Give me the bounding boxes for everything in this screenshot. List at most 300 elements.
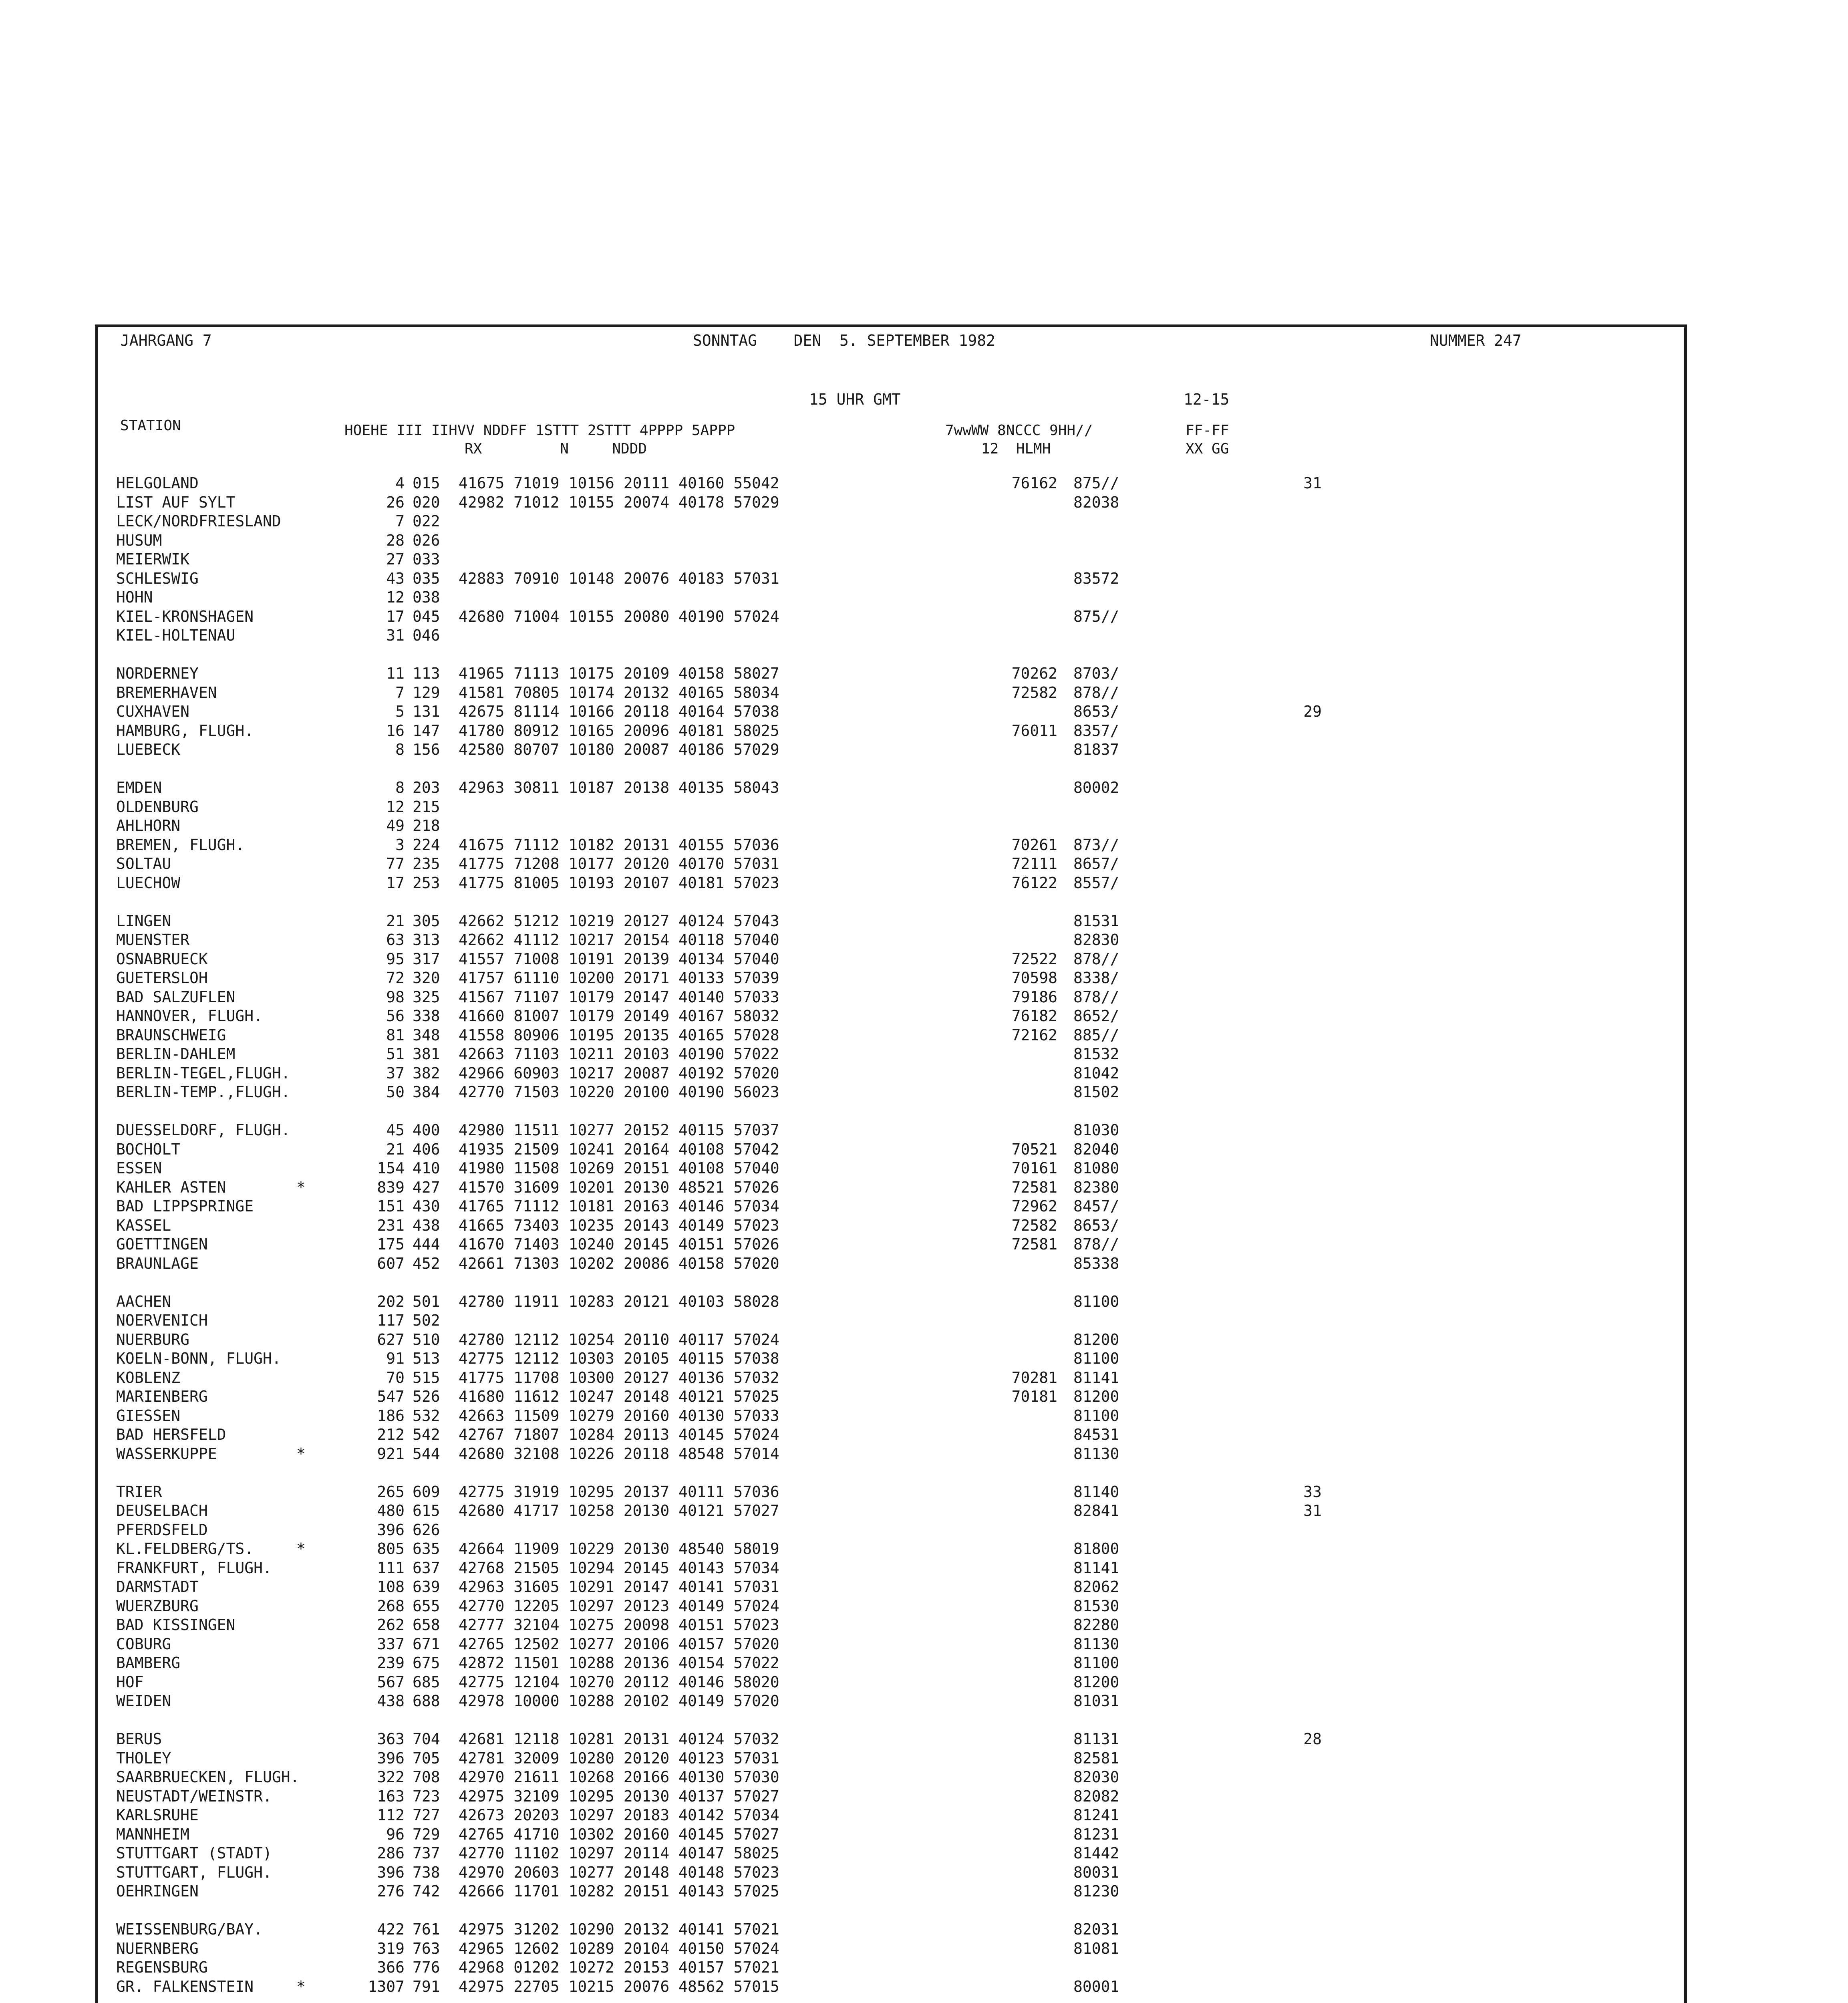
station-elevation: 111 [377, 1559, 405, 1577]
station-name: BREMERHAVEN [116, 683, 217, 701]
mountain-mark: * [296, 1540, 306, 1558]
station-name: NOERVENICH [116, 1312, 208, 1329]
station-name: BAD SALZUFLEN [116, 988, 236, 1006]
table-row [116, 836, 1670, 855]
station-name: KARLSRUHE [116, 1806, 199, 1824]
cloud-group: 81141 [1073, 1368, 1119, 1386]
station-number: 400 [413, 1121, 440, 1139]
table-row [116, 474, 1670, 493]
col-groups-header: 7wwWW 8NCCC 9HH// [945, 422, 1093, 439]
table-row [116, 969, 1670, 988]
station-name: NORDERNEY [116, 665, 199, 682]
station-number: 639 [413, 1578, 440, 1596]
cloud-group: 81200 [1073, 1388, 1119, 1405]
synop-groups: 41965 71113 10175 20109 40158 58027 [459, 665, 779, 682]
station-elevation: 56 [386, 1007, 405, 1025]
table-row [116, 1597, 1670, 1616]
synop-groups: 42765 41710 10302 20160 40145 57027 [459, 1825, 779, 1843]
station-name: DUESSELDORF, FLUGH. [116, 1121, 290, 1139]
synop-groups: 42777 32104 10275 20098 40151 57023 [459, 1616, 779, 1634]
station-name: HOF [116, 1673, 144, 1691]
station-number: 317 [413, 950, 440, 968]
cloud-group: 82380 [1073, 1178, 1119, 1196]
station-name: BAMBERG [116, 1654, 181, 1672]
cloud-group: 878// [1073, 988, 1119, 1006]
weather-group: 76011 [1011, 721, 1057, 740]
synop-groups: 42781 32009 10280 20120 40123 57031 [459, 1749, 779, 1767]
station-elevation: 7 [395, 512, 405, 530]
station-number: 708 [413, 1768, 440, 1786]
station-name: BRAUNSCHWEIG [116, 1026, 226, 1044]
station-name: BERLIN-TEGEL,FLUGH. [116, 1064, 290, 1082]
station-name: GIESSEN [116, 1407, 181, 1425]
station-number: 427 [413, 1178, 440, 1196]
cloud-group: 873// [1073, 836, 1119, 854]
table-row [116, 1540, 1670, 1559]
station-elevation: 5 [395, 703, 405, 720]
station-name: FRANKFURT, FLUGH. [116, 1559, 272, 1577]
station-name: HAMBURG, FLUGH. [116, 721, 254, 740]
station-number: 542 [413, 1426, 440, 1443]
cloud-group: 8457/ [1073, 1197, 1119, 1215]
station-number: 626 [413, 1521, 440, 1539]
station-name: WEIDEN [116, 1692, 171, 1710]
station-number: 215 [413, 798, 440, 816]
station-number: 502 [413, 1312, 440, 1329]
col-ff-subheader: XX GG [1186, 441, 1229, 457]
station-name: LUECHOW [116, 874, 181, 892]
report-number: NUMMER 247 [1430, 332, 1522, 349]
synop-groups: 41581 70805 10174 20132 40165 58034 [459, 683, 779, 701]
station-name: OEHRINGEN [116, 1882, 199, 1900]
table-row [116, 702, 1670, 721]
cloud-group: 81231 [1073, 1825, 1119, 1843]
station-name: DEUSELBACH [116, 1502, 208, 1519]
cloud-group: 82038 [1073, 493, 1119, 511]
cloud-group: 81100 [1073, 1350, 1119, 1367]
cloud-group: 80002 [1073, 779, 1119, 796]
station-number: 382 [413, 1064, 440, 1082]
station-elevation: 27 [386, 550, 405, 568]
station-number: 526 [413, 1388, 440, 1405]
table-row [116, 912, 1670, 931]
cloud-group: 878// [1073, 950, 1119, 968]
table-row [116, 1407, 1670, 1426]
gust-value: 29 [1303, 703, 1322, 720]
station-number: 513 [413, 1350, 440, 1367]
station-number: 348 [413, 1026, 440, 1044]
station-name: GOETTINGEN [116, 1235, 208, 1253]
weather-group: 72581 [1011, 1235, 1057, 1253]
synop-groups: 42770 11102 10297 20114 40147 58025 [459, 1844, 779, 1862]
station-name: TRIER [116, 1483, 162, 1501]
station-elevation: 921 [377, 1445, 405, 1463]
synop-groups: 41765 71112 10181 20163 40146 57034 [459, 1197, 779, 1215]
station-name: MANNHEIM [116, 1825, 190, 1843]
cloud-group: 81042 [1073, 1064, 1119, 1082]
table-row [116, 721, 1670, 741]
station-number: 510 [413, 1330, 440, 1348]
station-name: CUXHAVEN [116, 703, 190, 720]
station-name: KOELN-BONN, FLUGH. [116, 1350, 281, 1367]
synop-groups: 41775 11708 10300 20127 40136 57032 [459, 1368, 779, 1386]
synop-groups: 42666 11701 10282 20151 40143 57025 [459, 1882, 779, 1900]
station-name: PFERDSFELD [116, 1521, 208, 1539]
station-elevation: 50 [386, 1083, 405, 1101]
station-name: KIEL-KRONSHAGEN [116, 607, 254, 625]
table-row [116, 874, 1670, 893]
weather-group: 72162 [1011, 1026, 1057, 1044]
table-row [116, 1692, 1670, 1711]
synop-groups: 42975 31202 10290 20132 40141 57021 [459, 1920, 779, 1938]
cloud-group: 81531 [1073, 912, 1119, 930]
synop-groups: 42975 32109 10295 20130 40137 57027 [459, 1787, 779, 1805]
table-row [116, 1787, 1670, 1806]
table-row [116, 1178, 1670, 1197]
station-elevation: 117 [377, 1312, 405, 1329]
station-elevation: 28 [386, 531, 405, 549]
station-elevation: 268 [377, 1597, 405, 1615]
synop-groups: 42963 31605 10291 20147 40141 57031 [459, 1578, 779, 1596]
station-elevation: 11 [386, 665, 405, 682]
station-elevation: 21 [386, 912, 405, 930]
synop-groups: 42770 12205 10297 20123 40149 57024 [459, 1597, 779, 1615]
table-row [116, 1292, 1670, 1312]
station-number: 727 [413, 1806, 440, 1824]
weather-group: 72962 [1011, 1197, 1057, 1215]
station-elevation: 480 [377, 1502, 405, 1519]
station-number: 609 [413, 1483, 440, 1501]
section-gap [116, 1996, 1670, 2003]
station-number: 671 [413, 1635, 440, 1653]
station-elevation: 96 [386, 1825, 405, 1843]
synop-groups: 42970 20603 10277 20148 40148 57023 [459, 1863, 779, 1881]
table-row [116, 1521, 1670, 1540]
station-name: WUERZBURG [116, 1597, 199, 1615]
station-elevation: 322 [377, 1768, 405, 1786]
synop-groups: 42767 71807 10284 20113 40145 57024 [459, 1426, 779, 1443]
station-elevation: 43 [386, 569, 405, 587]
weather-group: 70281 [1011, 1368, 1057, 1386]
station-elevation: 163 [377, 1787, 405, 1805]
table-row [116, 683, 1670, 703]
weather-group: 72582 [1011, 1216, 1057, 1234]
table-row [116, 1159, 1670, 1178]
table-row [116, 1806, 1670, 1825]
cloud-group: 82030 [1073, 1768, 1119, 1786]
cloud-group: 81200 [1073, 1673, 1119, 1691]
station-number: 738 [413, 1863, 440, 1881]
table-row [116, 1387, 1670, 1407]
table-row [116, 1749, 1670, 1768]
cloud-group: 81031 [1073, 1692, 1119, 1710]
cloud-group: 81532 [1073, 1045, 1119, 1063]
synop-groups: 42970 21611 10268 20166 40130 57030 [459, 1768, 779, 1786]
gust-value: 31 [1303, 1502, 1322, 1519]
station-name: OSNABRUECK [116, 950, 208, 968]
station-number: 615 [413, 1502, 440, 1519]
station-name: REGENSBURG [116, 1959, 208, 1976]
table-row [116, 1311, 1670, 1330]
cloud-group: 81800 [1073, 1540, 1119, 1558]
station-name: BAD KISSINGEN [116, 1616, 236, 1634]
synop-groups: 41775 71208 10177 20120 40170 57031 [459, 855, 779, 873]
time-range: 12-15 [1184, 391, 1230, 408]
synop-groups: 42965 12602 10289 20104 40150 57024 [459, 1939, 779, 1957]
station-elevation: 37 [386, 1064, 405, 1082]
station-name: SCHLESWIG [116, 569, 199, 587]
table-row [116, 1140, 1670, 1159]
station-elevation: 16 [386, 721, 405, 740]
station-number: 658 [413, 1616, 440, 1634]
station-elevation: 396 [377, 1863, 405, 1881]
station-name: SAARBRUECKEN, FLUGH. [116, 1768, 300, 1786]
cloud-group: 8657/ [1073, 855, 1119, 873]
synop-groups: 42963 30811 10187 20138 40135 58043 [459, 779, 779, 796]
gust-value: 28 [1303, 1730, 1322, 1748]
station-elevation: 337 [377, 1635, 405, 1653]
station-elevation: 567 [377, 1673, 405, 1691]
station-name: DARMSTADT [116, 1578, 199, 1596]
station-number: 723 [413, 1787, 440, 1805]
cloud-group: 82040 [1073, 1140, 1119, 1158]
table-row [116, 607, 1670, 627]
table-row [116, 1026, 1670, 1045]
station-name: KASSEL [116, 1216, 171, 1234]
station-elevation: 422 [377, 1920, 405, 1938]
table-row [116, 1578, 1670, 1597]
station-elevation: 98 [386, 988, 405, 1006]
cloud-group: 8357/ [1073, 721, 1119, 740]
weather-group: 76182 [1011, 1007, 1057, 1025]
station-elevation: 212 [377, 1426, 405, 1443]
station-elevation: 91 [386, 1350, 405, 1367]
synop-groups: 42980 11511 10277 20152 40115 57037 [459, 1121, 779, 1139]
station-elevation: 95 [386, 950, 405, 968]
cloud-group: 8557/ [1073, 874, 1119, 892]
station-number: 325 [413, 988, 440, 1006]
station-name: KL.FELDBERG/TS. [116, 1540, 254, 1558]
station-name: HANNOVER, FLUGH. [116, 1007, 263, 1025]
mountain-mark: * [296, 1977, 306, 1995]
table-row [116, 1768, 1670, 1787]
station-name: COBURG [116, 1635, 171, 1653]
station-number: 410 [413, 1159, 440, 1177]
station-number: 131 [413, 703, 440, 720]
table-row [116, 1616, 1670, 1635]
gust-value: 31 [1303, 474, 1322, 492]
cloud-group: 8653/ [1073, 1216, 1119, 1234]
station-name: BRAUNLAGE [116, 1254, 199, 1272]
table-row [116, 1863, 1670, 1882]
synop-groups: 42978 10000 10288 20102 40149 57020 [459, 1692, 779, 1710]
table-row [116, 1235, 1670, 1254]
synop-groups: 41680 11612 10247 20148 40121 57025 [459, 1388, 779, 1405]
cloud-group: 8338/ [1073, 969, 1119, 987]
cloud-group: 81442 [1073, 1844, 1119, 1862]
station-number: 737 [413, 1844, 440, 1862]
table-row [116, 740, 1670, 760]
synop-groups: 42663 11509 10279 20160 40130 57033 [459, 1407, 779, 1425]
station-number: 704 [413, 1730, 440, 1748]
station-elevation: 262 [377, 1616, 405, 1634]
table-row [116, 816, 1670, 836]
table-row [116, 1007, 1670, 1026]
station-name: LECK/NORDFRIESLAND [116, 512, 281, 530]
station-number: 384 [413, 1083, 440, 1101]
synop-groups: 42680 71004 10155 20080 40190 57024 [459, 607, 779, 625]
station-number: 430 [413, 1197, 440, 1215]
station-name: THOLEY [116, 1749, 171, 1767]
table-row [116, 664, 1670, 683]
station-number: 675 [413, 1654, 440, 1672]
table-row [116, 988, 1670, 1007]
cloud-group: 82581 [1073, 1749, 1119, 1767]
weather-group: 70161 [1011, 1159, 1057, 1177]
table-row [116, 1939, 1670, 1959]
cloud-group: 81081 [1073, 1939, 1119, 1957]
cloud-group: 82062 [1073, 1578, 1119, 1596]
table-row [116, 626, 1670, 645]
table-row [116, 512, 1670, 531]
synop-groups: 41980 11508 10269 20151 40108 57040 [459, 1159, 779, 1177]
station-name: AHLHORN [116, 817, 181, 834]
cloud-group: 81131 [1073, 1730, 1119, 1748]
station-elevation: 186 [377, 1407, 405, 1425]
station-name: BREMEN, FLUGH. [116, 836, 245, 854]
station-elevation: 17 [386, 607, 405, 625]
synop-groups: 42680 32108 10226 20118 48548 57014 [459, 1445, 779, 1463]
station-elevation: 202 [377, 1292, 405, 1310]
cloud-group: 83572 [1073, 569, 1119, 587]
station-name: LINGEN [116, 912, 171, 930]
station-number: 338 [413, 1007, 440, 1025]
synop-groups: 42872 11501 10288 20136 40154 57022 [459, 1654, 779, 1672]
station-elevation: 108 [377, 1578, 405, 1596]
station-number: 729 [413, 1825, 440, 1843]
station-elevation: 319 [377, 1939, 405, 1957]
table-row [116, 1654, 1670, 1673]
synop-groups: 41675 71112 10182 20131 40155 57036 [459, 836, 779, 854]
table-row [116, 1559, 1670, 1578]
cloud-group: 878// [1073, 1235, 1119, 1253]
synop-groups: 41757 61110 10200 20171 40133 57039 [459, 969, 779, 987]
synop-groups: 42681 12118 10281 20131 40124 57032 [459, 1730, 779, 1748]
station-elevation: 1307 [368, 1977, 405, 1995]
table-row [116, 1330, 1670, 1350]
weather-group: 72522 [1011, 950, 1057, 968]
station-name: KOBLENZ [116, 1368, 181, 1386]
cloud-group: 878// [1073, 683, 1119, 701]
station-number: 791 [413, 1977, 440, 1995]
section-gap [116, 645, 1670, 665]
station-number: 218 [413, 817, 440, 834]
mountain-mark: * [296, 1178, 306, 1196]
synop-groups: 42580 80707 10180 20087 40186 57029 [459, 741, 779, 758]
station-number: 501 [413, 1292, 440, 1310]
synop-groups: 41558 80906 10195 20135 40165 57028 [459, 1026, 779, 1044]
station-number: 688 [413, 1692, 440, 1710]
station-number: 129 [413, 683, 440, 701]
station-elevation: 286 [377, 1844, 405, 1862]
synop-groups: 42663 71103 10211 20103 40190 57022 [459, 1045, 779, 1063]
cloud-group: 81200 [1073, 1330, 1119, 1348]
synop-groups: 42770 71503 10220 20100 40190 56023 [459, 1083, 779, 1101]
station-elevation: 3 [395, 836, 405, 854]
weather-group: 76162 [1011, 474, 1057, 492]
weather-group: 70598 [1011, 969, 1057, 987]
station-name: GUETERSLOH [116, 969, 208, 987]
cloud-group: 82280 [1073, 1616, 1119, 1634]
table-row [116, 1501, 1670, 1521]
station-name: WEISSENBURG/BAY. [116, 1920, 263, 1938]
table-row [116, 1349, 1670, 1368]
weather-group: 79186 [1011, 988, 1057, 1006]
station-number: 224 [413, 836, 440, 854]
table-row [116, 1254, 1670, 1274]
station-name: STUTTGART (STADT) [116, 1844, 272, 1862]
station-name: KAHLER ASTEN [116, 1178, 226, 1196]
synop-groups: 42883 70910 10148 20076 40183 57031 [459, 569, 779, 587]
station-name: HELGOLAND [116, 474, 199, 492]
weather-group: 70262 [1011, 665, 1057, 682]
station-number: 313 [413, 931, 440, 949]
station-number: 235 [413, 855, 440, 873]
synop-groups: 42662 41112 10217 20154 40118 57040 [459, 931, 779, 949]
cloud-group: 875// [1073, 474, 1119, 492]
synop-groups: 42775 12112 10303 20105 40115 57038 [459, 1350, 779, 1367]
cloud-group: 82841 [1073, 1502, 1119, 1519]
synop-groups: 41675 71019 10156 20111 40160 55042 [459, 474, 779, 492]
synop-groups: 42768 21505 10294 20145 40143 57034 [459, 1559, 779, 1577]
cloud-group: 8652/ [1073, 1007, 1119, 1025]
cloud-group: 81030 [1073, 1121, 1119, 1139]
synop-groups: 42968 01202 10272 20153 40157 57021 [459, 1959, 779, 1976]
col-station: STATION [120, 417, 181, 434]
table-row [116, 1673, 1670, 1692]
station-number: 046 [413, 627, 440, 644]
station-elevation: 81 [386, 1026, 405, 1044]
cloud-group: 81100 [1073, 1654, 1119, 1672]
station-elevation: 8 [395, 741, 405, 758]
synop-groups: 42661 71303 10202 20086 40158 57020 [459, 1254, 779, 1272]
col-ff-header: FF-FF [1186, 422, 1229, 439]
table-row [116, 950, 1670, 969]
station-elevation: 366 [377, 1959, 405, 1976]
synop-groups: 42780 12112 10254 20110 40117 57024 [459, 1330, 779, 1348]
synop-groups: 41557 71008 10191 20139 40134 57040 [459, 950, 779, 968]
mountain-mark: * [296, 1445, 306, 1463]
station-elevation: 276 [377, 1882, 405, 1900]
cloud-group: 81100 [1073, 1292, 1119, 1310]
table-row [116, 1064, 1670, 1083]
gust-value: 33 [1303, 1483, 1322, 1501]
station-elevation: 363 [377, 1730, 405, 1748]
station-number: 637 [413, 1559, 440, 1577]
synop-groups: 41935 21509 10241 20164 40108 57042 [459, 1140, 779, 1158]
station-number: 452 [413, 1254, 440, 1272]
station-number: 147 [413, 721, 440, 740]
station-number: 544 [413, 1445, 440, 1463]
station-elevation: 239 [377, 1654, 405, 1672]
station-number: 113 [413, 665, 440, 682]
cloud-group: 81080 [1073, 1159, 1119, 1177]
table-row [116, 931, 1670, 950]
table-row [116, 1882, 1670, 1901]
station-elevation: 4 [395, 474, 405, 492]
station-number: 035 [413, 569, 440, 587]
table-row [116, 1121, 1670, 1140]
